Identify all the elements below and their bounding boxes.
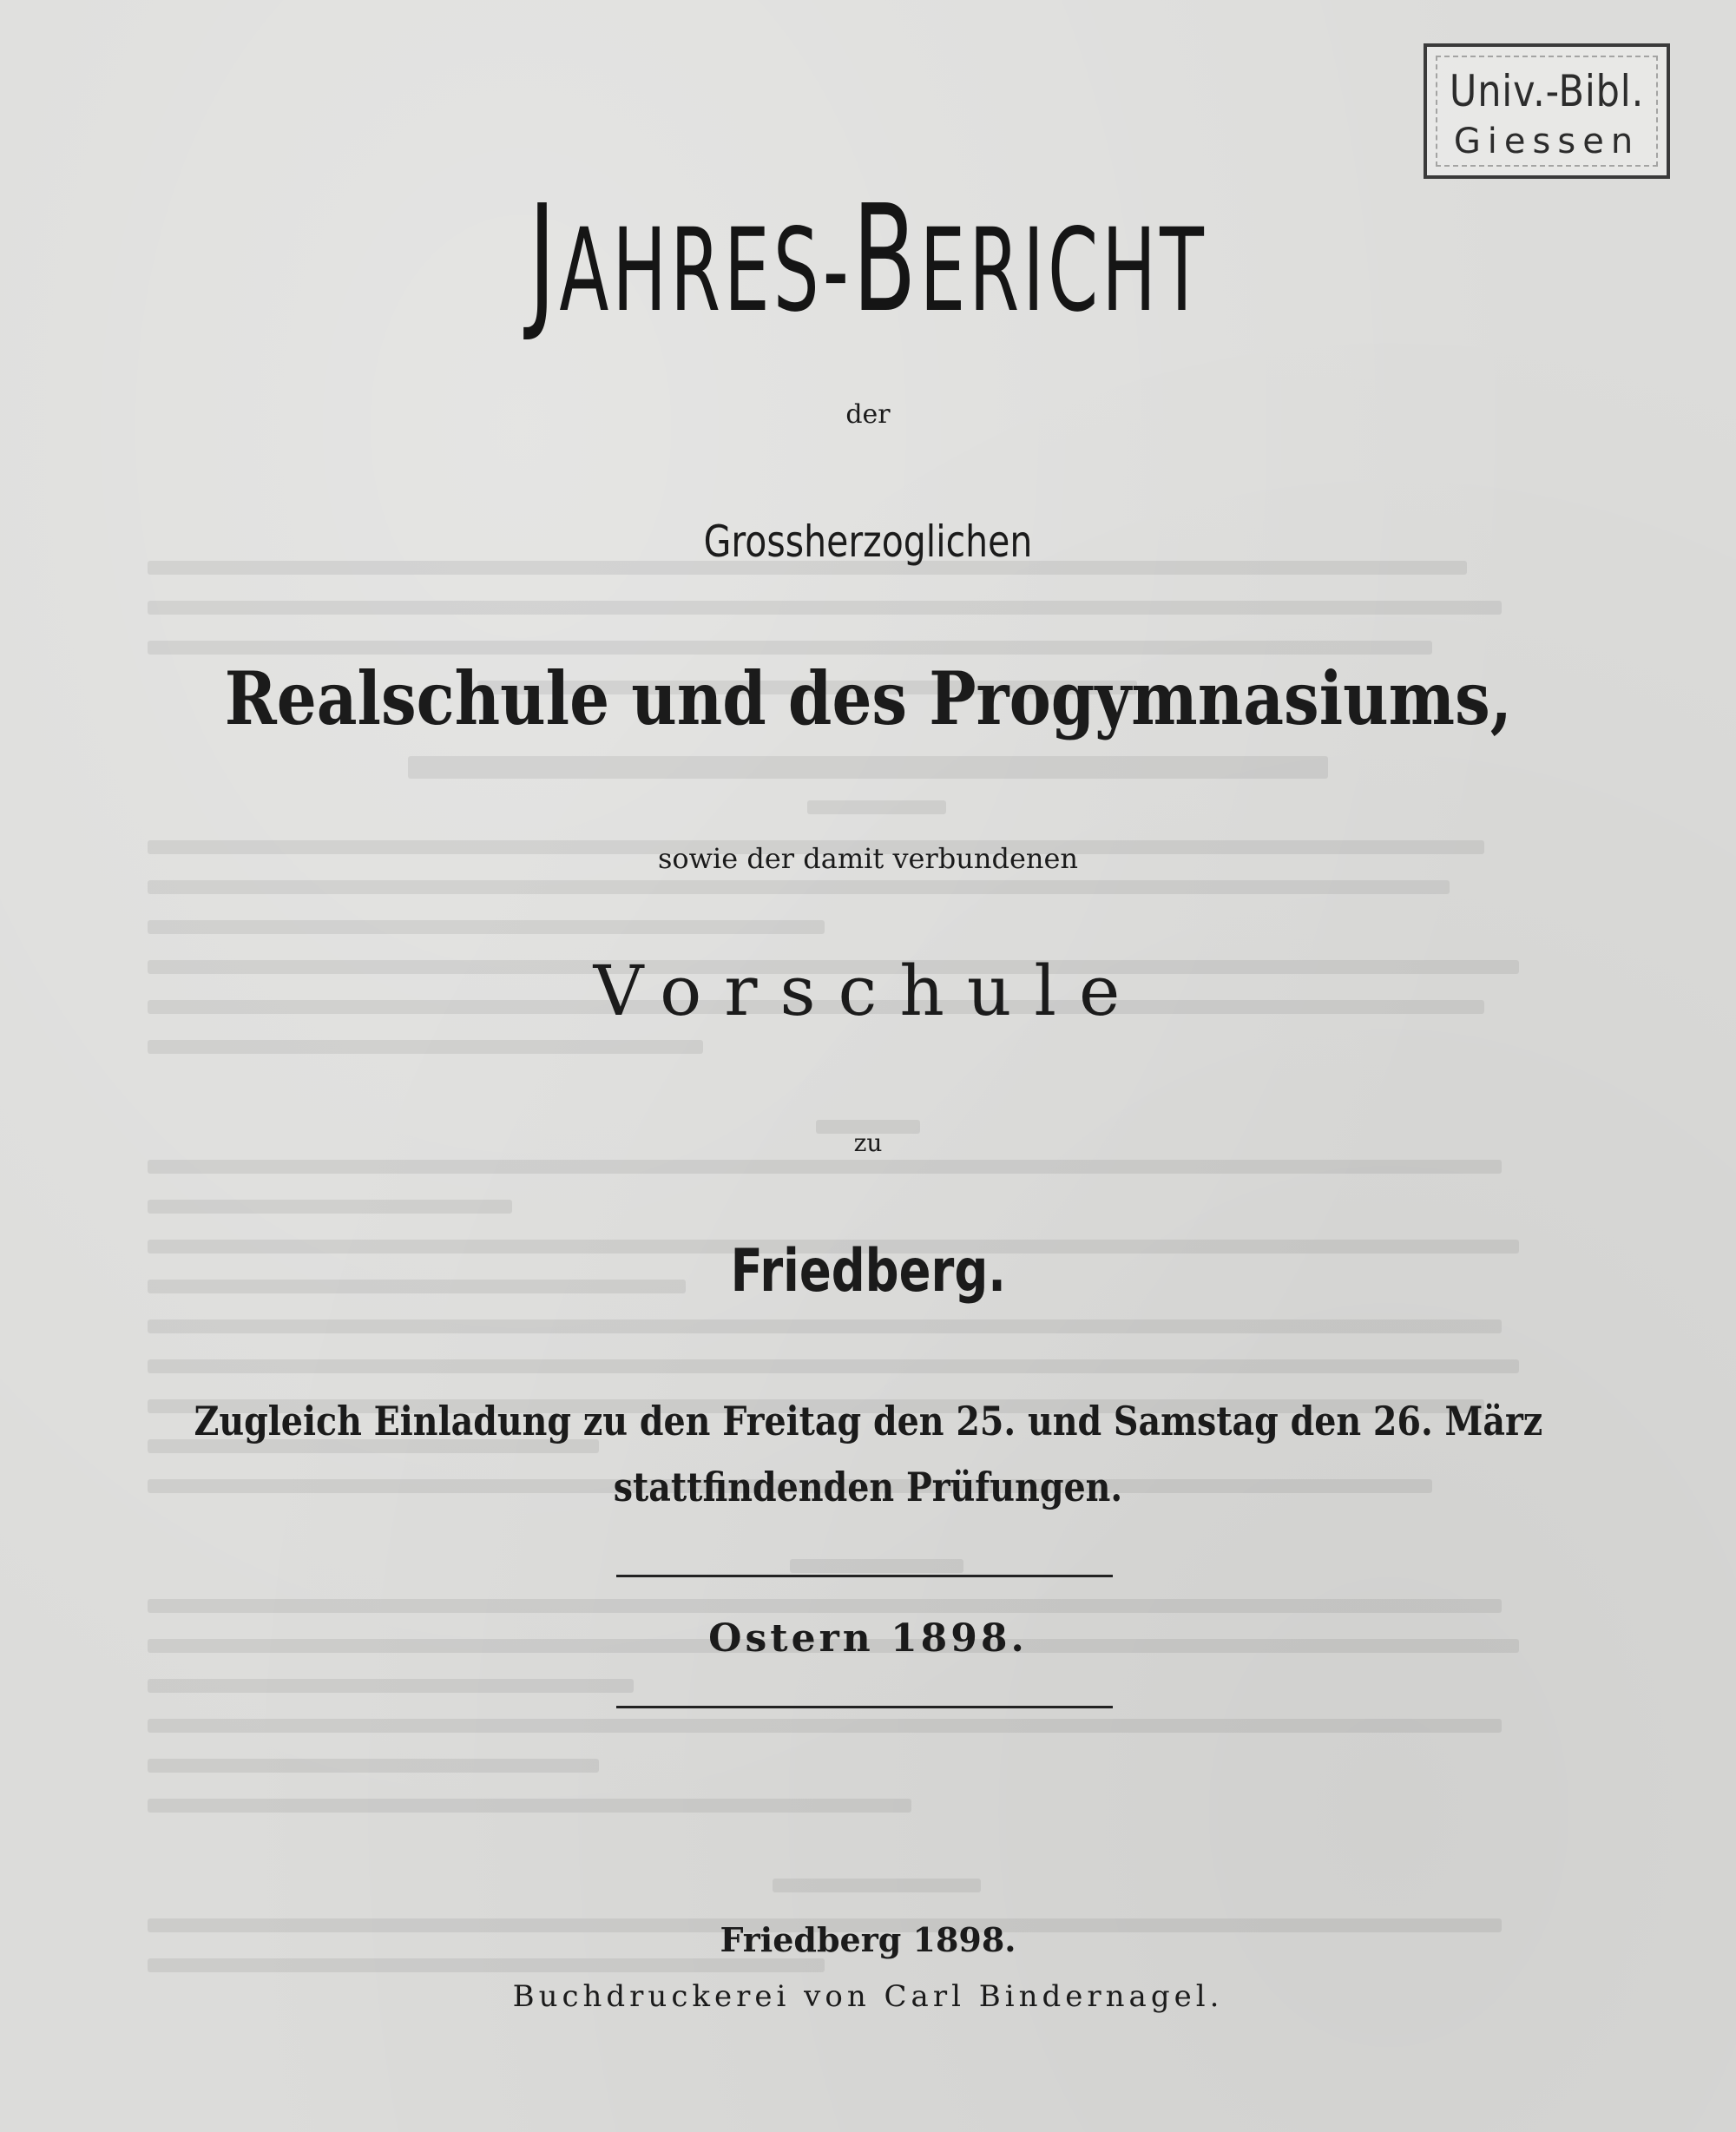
text-city-label: Friedberg. — [730, 1237, 1006, 1306]
stamp-line-1: Univ.-Bibl. — [1449, 66, 1645, 116]
title-rest-2: ERICHT — [919, 204, 1208, 338]
document-title — [0, 174, 1736, 345]
text-zu: zu — [853, 1129, 883, 1157]
title-initial-2: B — [852, 174, 920, 345]
text-invitation-line-1-label: Zugleich Einladung zu den Freitag den 25. und Samstag den 26. März — [194, 1398, 1542, 1444]
divider-bottom — [616, 1706, 1113, 1708]
text-city — [0, 1237, 1736, 1306]
title-rest-1: AHRES- — [559, 204, 853, 338]
text-grossherzoglichen-label: Grossherzoglichen — [703, 517, 1033, 567]
text-vorschule: Vorschule — [593, 951, 1143, 1031]
imprint-place-year: Friedberg 1898. — [720, 1920, 1016, 1959]
stamp-line-2: Giessen — [1453, 122, 1641, 161]
text-der: der — [845, 399, 891, 430]
text-invitation-line-2-label: stattfindenden Prüfungen. — [613, 1464, 1123, 1510]
text-date: Ostern 1898. — [708, 1616, 1028, 1661]
text-schools-label: Realschule und des Progymnasiums, — [224, 655, 1512, 741]
text-grossherzoglichen — [0, 517, 1736, 567]
text-invitation-line-2 — [0, 1464, 1736, 1510]
text-schools — [0, 655, 1736, 741]
title-initial-1: J — [528, 174, 560, 345]
divider-top — [616, 1575, 1113, 1577]
library-stamp — [1424, 43, 1670, 179]
text-sowie: sowie der damit verbundenen — [657, 842, 1079, 875]
imprint-printer: Buchdruckerei von Carl Bindernagel. — [512, 1979, 1224, 2014]
text-invitation-line-1 — [0, 1398, 1736, 1444]
